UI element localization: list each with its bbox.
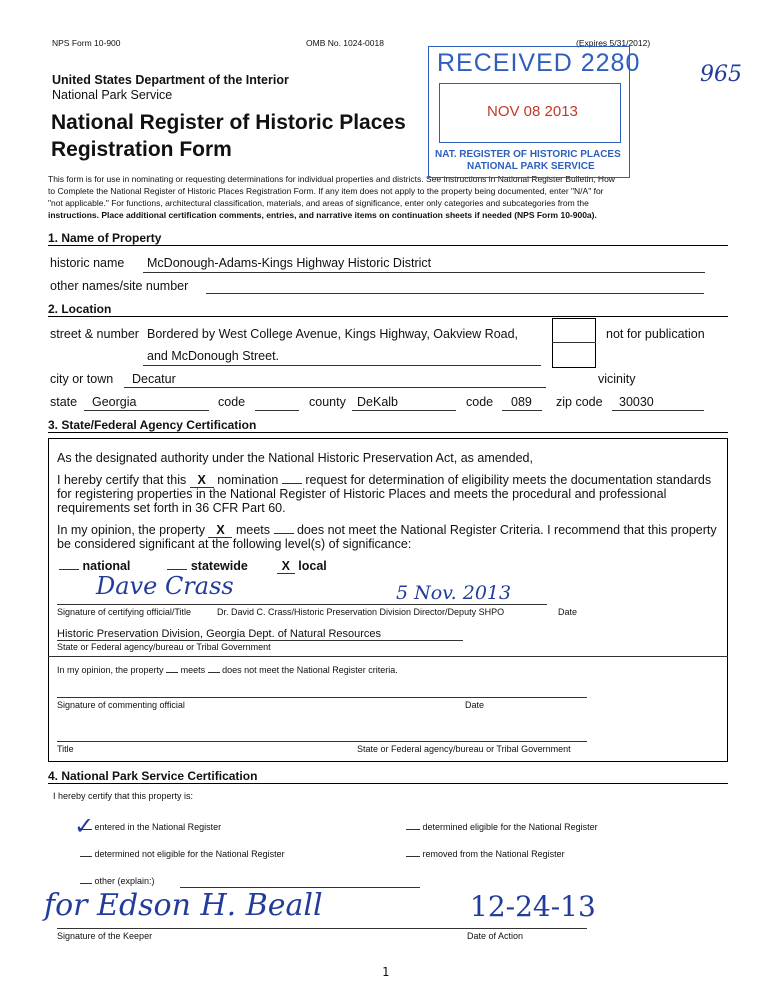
keeper-label: Signature of the Keeper [57, 931, 153, 941]
national-blank [59, 569, 79, 570]
county-line [352, 410, 456, 411]
historic-name-label: historic name [50, 256, 125, 270]
received-stamp [428, 46, 641, 178]
code-line [255, 410, 299, 411]
page-title: National Register of Historic Places [51, 111, 406, 134]
street-line [143, 365, 541, 366]
city-label: city or town [50, 372, 114, 386]
signature-line [57, 604, 547, 605]
instructions-line: "not applicable." For functions, architectural classification, materials, and areas of significance, enter only categories and subcategories from the [48, 198, 589, 208]
opinion-line: In my opinion, the property X meets does not meet the National Register Criteria. I recommend that this property [57, 523, 717, 537]
commenting-label: Signature of commenting official [57, 700, 185, 710]
stamp-line: NAT. REGISTER OF HISTORIC PLACES [435, 149, 621, 160]
zip-line [612, 410, 704, 411]
omb-number: OMB No. 1024-0018 [306, 38, 384, 48]
nomination-mark: X [190, 473, 214, 488]
street-label: street & number [50, 327, 139, 341]
other-names-label: other names/site number [50, 279, 189, 293]
does-not-meet-blank [208, 672, 220, 673]
local-mark: X [277, 559, 295, 574]
cert-statement-line: requirements set forth in 36 CFR Part 60. [57, 501, 286, 515]
agency-value: Historic Preservation Division, Georgia Dept. of Natural Resources [57, 628, 382, 640]
commenting-signature-line [57, 697, 587, 698]
agency-label: State or Federal agency/bureau or Tribal Government [57, 642, 271, 652]
handwritten-number: 965 [700, 62, 742, 87]
request-blank [282, 483, 302, 484]
page-number: 1 [382, 965, 390, 979]
commenting-date-label: Date [465, 700, 485, 710]
expires-date: (Expires 5/31/2012) [576, 38, 651, 48]
option-other[interactable]: other (explain:) [80, 876, 155, 886]
cert-statement-line: I hereby certify that this X nomination request for determination of eligibility meets the documentation standards [57, 473, 712, 487]
section-4-heading: 4. National Park Service Certification [48, 769, 728, 784]
certifying-official: Dr. David C. Crass/Historic Preservation Division Director/Deputy SHPO [217, 607, 505, 617]
stamp-line: NATIONAL PARK SERVICE [467, 161, 595, 172]
agency-line [57, 640, 463, 641]
county-code-line [502, 410, 542, 411]
street-value: Bordered by West College Avenue, Kings Highway, Oakview Road, [147, 327, 519, 341]
stamp-date: NOV 08 2013 [487, 103, 578, 120]
city-line [124, 387, 546, 388]
department: United States Department of the Interior [52, 73, 289, 87]
zip-label: zip code [556, 395, 603, 409]
historic-name-line [143, 272, 705, 273]
opinion-line: be considered significant at the following level(s) of significance: [57, 537, 412, 551]
state-value: Georgia [92, 395, 137, 409]
action-date: 12-24-13 [470, 890, 596, 923]
keeper-signature-line [57, 928, 587, 929]
county-label: county [309, 395, 346, 409]
other-names-line [206, 293, 704, 294]
form-number: NPS Form 10-900 [52, 38, 121, 48]
statewide-blank [167, 569, 187, 570]
zip-value: 30030 [619, 395, 654, 409]
city-value: Decatur [132, 372, 176, 386]
option-eligible[interactable]: determined eligible for the National Register [406, 822, 598, 832]
section-3-heading: 3. State/Federal Agency Certification [48, 418, 728, 433]
option-not-eligible[interactable]: determined not eligible for the National Register [80, 849, 285, 859]
option-entered[interactable]: entered in the National Register [80, 822, 221, 832]
action-date-label: Date of Action [467, 931, 524, 941]
title-label: Title [57, 744, 74, 754]
meets-mark: X [208, 523, 232, 538]
state-line [84, 410, 209, 411]
nps-certify: I hereby certify that this property is: [53, 791, 194, 801]
state-label: state [50, 395, 78, 409]
commenting-opinion: In my opinion, the property meets does not meet the National Register criteria. [57, 665, 398, 675]
signature-date-label: Date [558, 607, 578, 617]
section-1-heading: 1. Name of Property [48, 231, 728, 246]
cert-authority: As the designated authority under the National Historic Preservation Act, as amended, [57, 451, 533, 465]
agency-label-2: State or Federal agency/bureau or Tribal Government [357, 744, 571, 754]
significance-levels: national statewide X local [59, 559, 327, 574]
certifying-date: 5 Nov. 2013 [396, 582, 512, 604]
county-code-value: 089 [511, 395, 532, 409]
instructions-line: to Complete the National Register of Historic Places Registration Form. If any item does not apply to the property being documented, enter "N/A" for [48, 186, 604, 196]
title-line [57, 741, 587, 742]
option-removed[interactable]: removed from the National Register [406, 849, 565, 859]
county-code-label: code [466, 395, 494, 409]
check-mark-icon: ✓ [74, 812, 95, 840]
street-value: and McDonough Street. [147, 349, 280, 363]
not-for-publication-checkbox[interactable] [552, 318, 596, 368]
checkbox-divider [552, 342, 596, 343]
signature-label: Signature of certifying official/Title [57, 607, 192, 617]
page-subtitle: Registration Form [51, 138, 232, 161]
not-for-publication-label: not for publication [606, 327, 705, 341]
agency: National Park Service [52, 88, 173, 102]
instructions-line: This form is for use in nominating or requesting determinations for individual properties and districts. See instructions in National Register Bulletin, How [48, 174, 615, 184]
keeper-signature: for Edson H. Beall [44, 888, 323, 923]
county-value: DeKalb [357, 395, 398, 409]
not-meet-blank [274, 533, 294, 534]
stamp-received: RECEIVED 2280 [437, 49, 641, 77]
vicinity-label: vicinity [598, 372, 636, 386]
instructions-line: instructions. Place additional certification comments, entries, and narrative items on continuation sheets if needed (NPS Form 10-900a). [48, 210, 597, 220]
meets-blank [166, 672, 178, 673]
certifying-signature: Dave Crass [96, 572, 234, 600]
section-2-heading: 2. Location [48, 302, 728, 317]
code-label: code [218, 395, 246, 409]
historic-name-value: McDonough-Adams-Kings Highway Historic District [147, 256, 432, 270]
box-divider [48, 656, 728, 657]
cert-statement-line: for registering properties in the National Register of Historic Places and meets the procedural and professional [57, 487, 667, 501]
